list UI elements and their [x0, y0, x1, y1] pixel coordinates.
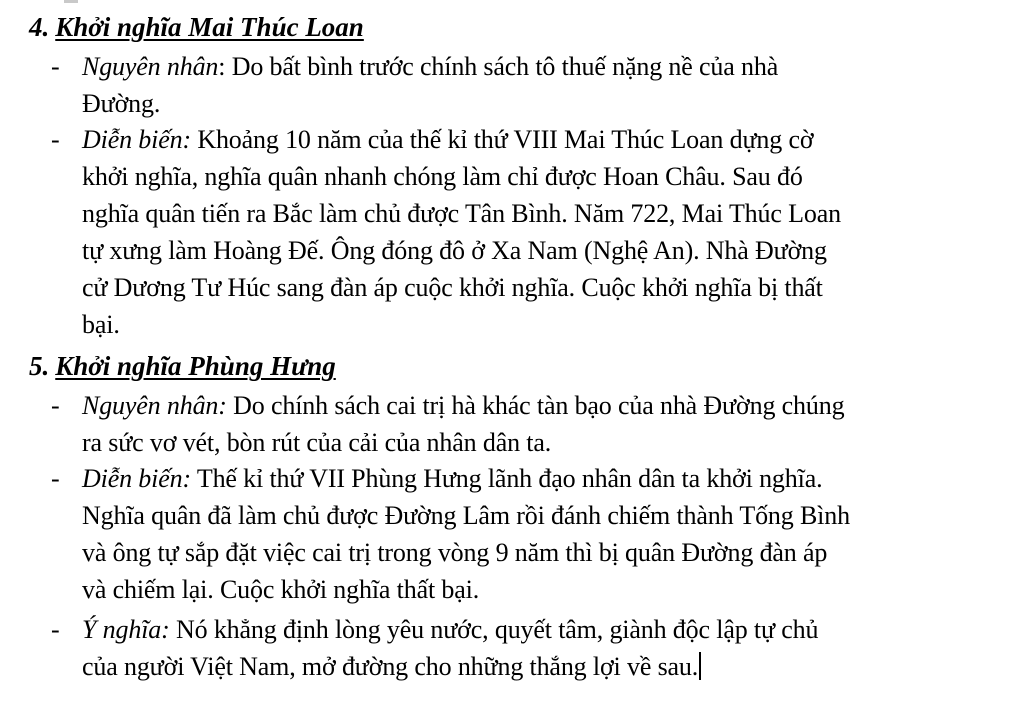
bullet-label: Nguyên nhân: [82, 391, 227, 420]
bullet-dash: - [51, 615, 60, 644]
bullet-text [82, 460, 997, 608]
bullet-first-line: Thế kỉ thứ VII Phùng Hưng lãnh đạo nhân dân ta khởi nghĩa. [190, 464, 823, 493]
text-line: và ông tự sắp đặt việc cai trị trong vòng 9 năm thì bị quân Đường đàn áp [82, 538, 828, 567]
section-title: Khởi nghĩa Phùng Hưng [55, 351, 336, 381]
bullet-text [82, 611, 997, 685]
text-line: và chiếm lại. Cuộc khởi nghĩa thất bại. [82, 575, 480, 604]
text-line [82, 460, 997, 497]
text-line: khởi nghĩa, nghĩa quân nhanh chóng làm chỉ được Hoan Châu. Sau đó [82, 162, 803, 191]
bullet-first-line: Do chính sách cai trị hà khác tàn bạo của nhà Đường chúng [226, 391, 845, 420]
bullet-text [82, 387, 997, 461]
bullet-dash: - [51, 52, 60, 81]
section-title: Khởi nghĩa Mai Thúc Loan [55, 12, 364, 42]
bullet-dash: - [51, 464, 60, 493]
text-line [82, 611, 997, 648]
last-line-text: của người Việt Nam, mở đường cho những thắng lợi về sau. [82, 652, 699, 681]
bullet-label: Ý nghĩa: [82, 615, 170, 644]
section-number: 5. [29, 351, 50, 381]
bullet-label: Diễn biến: [82, 464, 191, 493]
text-line [82, 48, 997, 85]
section-heading-5 [29, 350, 336, 382]
text-line [82, 648, 997, 685]
bullet-first-line: Khoảng 10 năm của thế kỉ thứ VIII Mai Thúc Loan dựng cờ [190, 125, 814, 154]
bullet-dash: - [51, 125, 60, 154]
text-line [82, 387, 997, 424]
text-line [82, 121, 997, 158]
text-line: bại. [82, 310, 120, 339]
bullet-text [82, 121, 997, 343]
bullet-label: Nguyên nhân [82, 52, 219, 81]
bullet-dash: - [51, 391, 60, 420]
text-cursor [699, 652, 701, 680]
bullet-first-line: : Do bất bình trước chính sách tô thuế nặng nề của nhà [218, 52, 779, 81]
bullet-label: Diễn biến: [82, 125, 191, 154]
text-line: nghĩa quân tiến ra Bắc làm chủ được Tân Bình. Năm 722, Mai Thúc Loan [82, 199, 841, 228]
text-line: Đường. [82, 89, 161, 118]
section-heading-4 [29, 11, 364, 43]
section-number: 4. [29, 12, 50, 42]
text-line: ra sức vơ vét, bòn rút của cải của nhân dân ta. [82, 428, 552, 457]
bullet-text [82, 48, 997, 122]
text-line: cử Dương Tư Húc sang đàn áp cuộc khởi nghĩa. Cuộc khởi nghĩa bị thất [82, 273, 823, 302]
text-line: tự xưng làm Hoàng Đế. Ông đóng đô ở Xa Nam (Nghệ An). Nhà Đường [82, 236, 827, 265]
page-top-mark [64, 0, 78, 3]
bullet-first-line: Nó khẳng định lòng yêu nước, quyết tâm, giành độc lập tự chủ [169, 615, 819, 644]
text-line: Nghĩa quân đã làm chủ được Đường Lâm rồi đánh chiếm thành Tống Bình [82, 501, 850, 530]
